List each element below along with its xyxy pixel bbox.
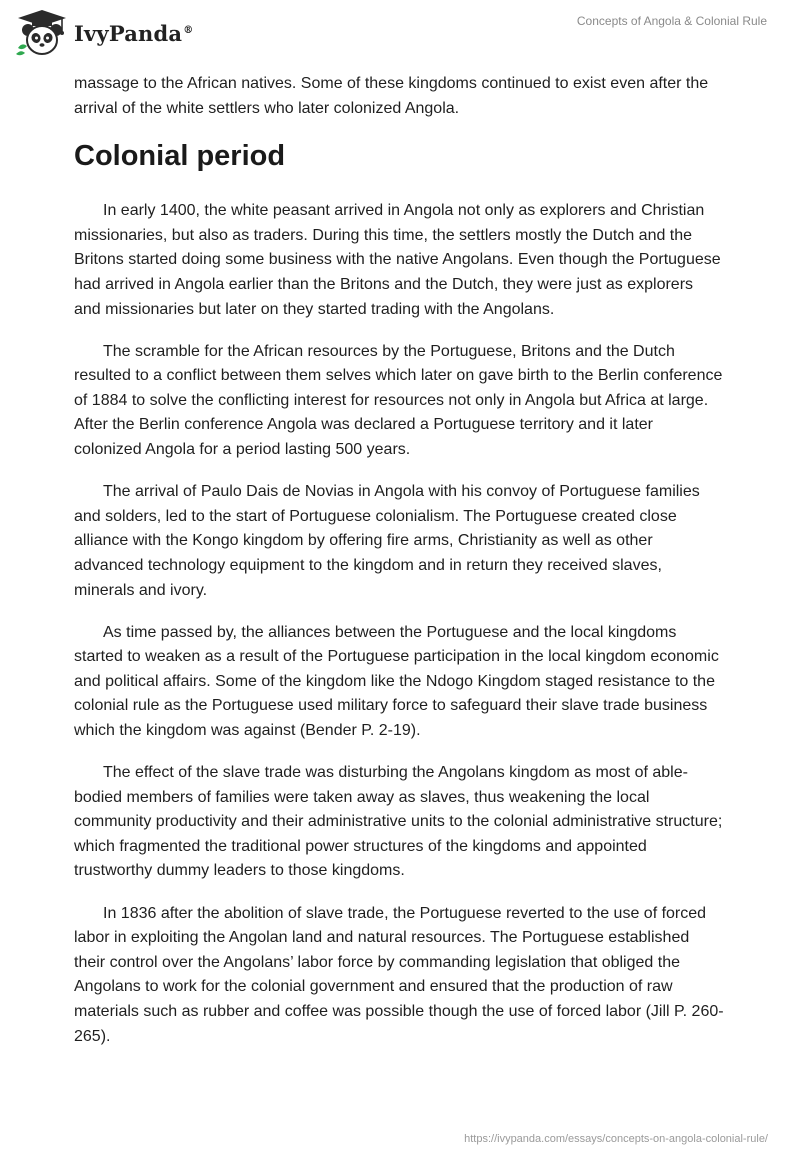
document-title: Concepts of Angola & Colonial Rule	[576, 14, 767, 28]
section-heading: Colonial period	[74, 140, 286, 173]
paragraph: The scramble for the African resources by the Portuguese, Britons and the Dutch resulted to a conflict between them selves which later on gave birth to the Berlin conference of 1884 to solve the conflicting interest for resources not only in Angola but Africa at large. After the Berlin conference Angola was declared a Portuguese territory and it later colonized Angola for a period lasting 500 years.	[74, 342, 723, 459]
brand-logo[interactable]	[14, 8, 193, 58]
panda-graduate-icon	[14, 8, 70, 58]
paragraph: In 1836 after the abolition of slave trade, the Portuguese reverted to the use of forced labor in exploiting the Angolan land and natural resources. The Portuguese established their control over the Angolans’ labor force by commanding legislation that obliged the Angolans to work for the colonial government and ensured that the production of raw materials such as rubber and coffee was possible though the use of forced labor (Jill P. 260-265).	[74, 904, 724, 1045]
page-header	[0, 0, 800, 70]
brand-name: IvyPanda®	[74, 20, 194, 46]
paragraph: The effect of the slave trade was disturbing the Angolans kingdom as most of able-bodied members of families were taken away as slaves, thus weakening the local community productivity and their administrative units to the colonial administrative structure; which fragmented the traditional power structures of the kingdoms and appointed trustworthy dummy leaders to those kingdoms.	[74, 764, 723, 880]
paragraph: In early 1400, the white peasant arrived in Angola not only as explorers and Christian missionaries, but also as traders. During this time, the settlers mostly the Dutch and the Britons started doing some business with the native Angolans. Even though the Portuguese had arrived in Angola earlier than the Britons and the Dutch, they were just as explorers and missionaries but later on they started trading with the Angolans.	[74, 202, 721, 318]
lead-paragraph: massage to the African natives. Some of these kingdoms continued to exist even after the arrival of the white settlers who later colonized Angola.	[74, 75, 709, 117]
paragraph: As time passed by, the alliances between the Portuguese and the local kingdoms started to weaken as a result of the Portuguese participation in the local kingdom economic and political affairs. Some of the kingdom like the Ndogo Kingdom staged resistance to the colonial rule as the Portuguese used military force to safeguard their slave trade business which the kingdom was against (Bender P. 2-19).	[74, 623, 719, 739]
brand-registered-mark: ®	[183, 24, 194, 36]
article-body	[74, 72, 724, 1067]
source-url-link[interactable]: https://ivypanda.com/essays/concepts-on-angola-colonial-rule/	[464, 1133, 768, 1145]
paragraph: The arrival of Paulo Dais de Novias in Angola with his convoy of Portuguese families and solders, led to the start of Portuguese colonialism. The Portuguese created close alliance with the Kongo kingdom by offering fire arms, Christianity as well as other advanced technology equipment to the kingdom and in return they received slaves, minerals and ivory.	[74, 483, 700, 599]
